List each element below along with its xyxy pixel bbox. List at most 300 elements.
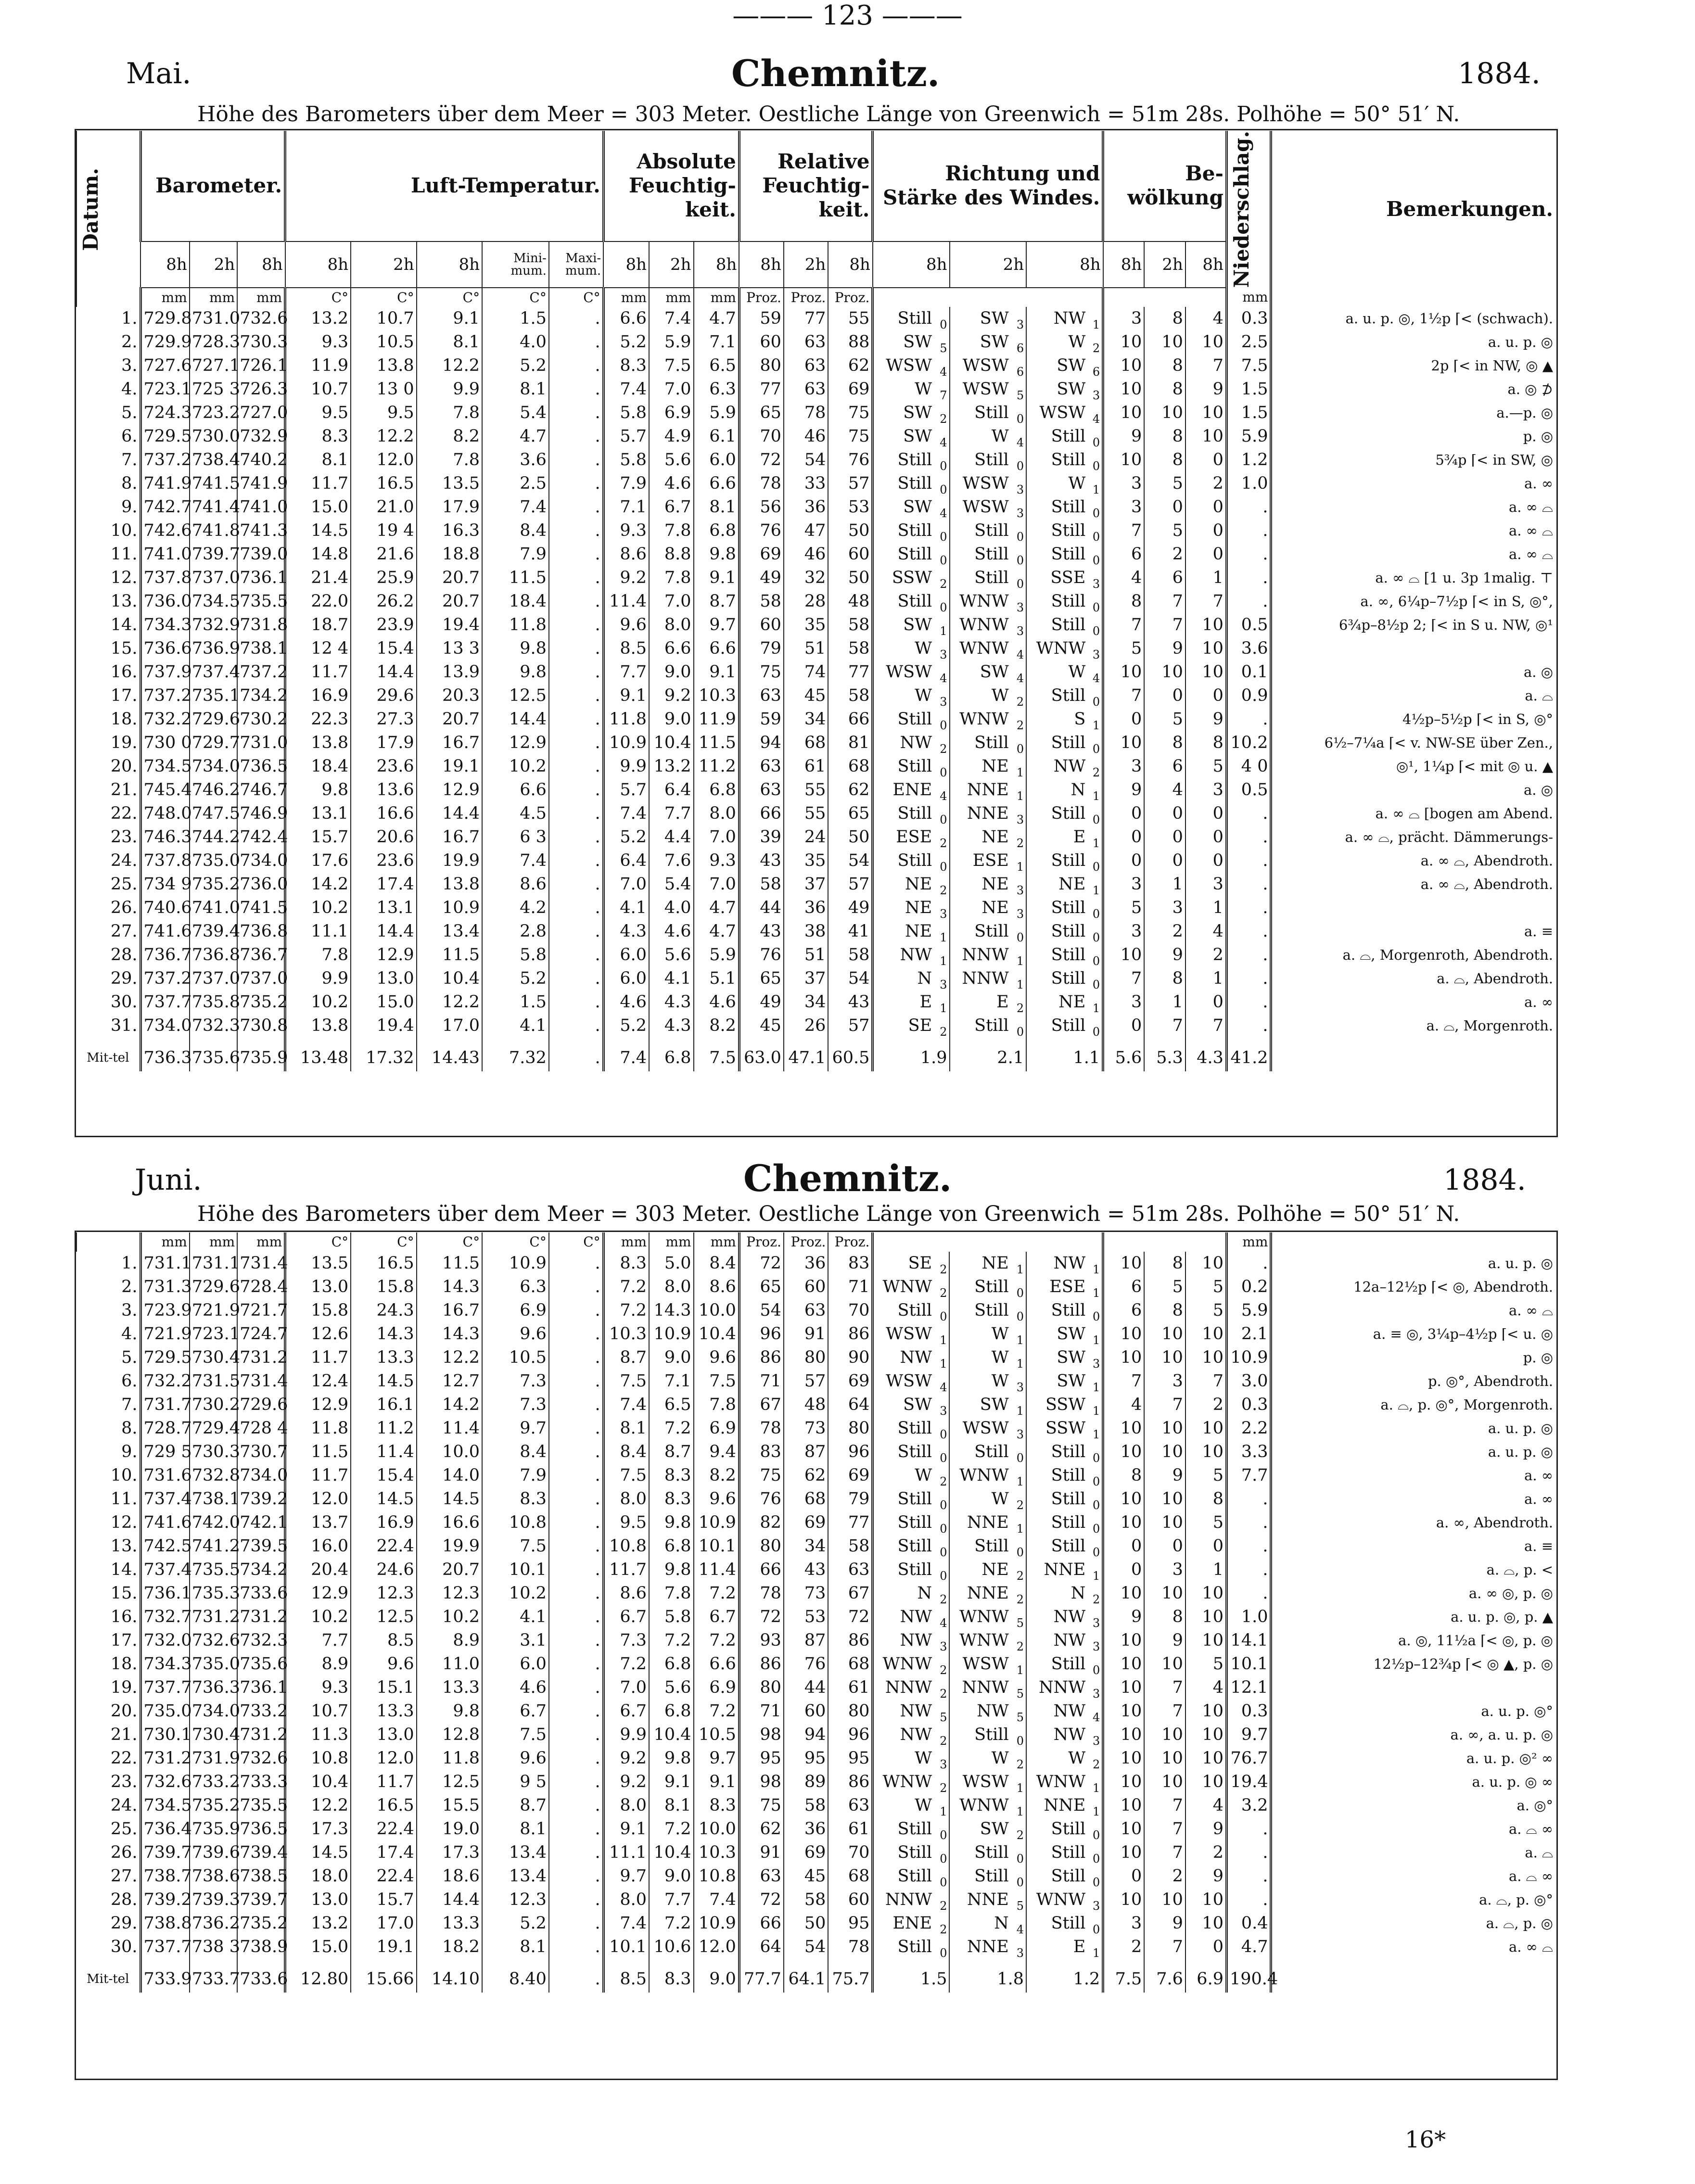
value-cell: Still bbox=[1026, 1440, 1087, 1464]
value-cell: 68 bbox=[828, 1865, 873, 1888]
value-cell: 23.9 bbox=[351, 613, 416, 637]
value-cell: 3 bbox=[1092, 1734, 1100, 1748]
value-cell: 17.3 bbox=[285, 1817, 351, 1841]
day-row bbox=[76, 354, 1555, 378]
value-cell: 28 bbox=[784, 590, 828, 613]
value-cell: 5 bbox=[1144, 708, 1185, 731]
value-cell: 7.0 bbox=[649, 378, 694, 401]
value-cell: 0 bbox=[1016, 1734, 1024, 1748]
value-cell: 724.7 bbox=[237, 1322, 285, 1346]
value-cell: 10 bbox=[1185, 613, 1227, 637]
value-cell: 2 bbox=[1016, 695, 1024, 709]
value-cell: 86 bbox=[828, 1770, 873, 1794]
value-cell: 7.1 bbox=[694, 330, 739, 354]
value-cell: 10.4 bbox=[285, 1770, 351, 1794]
value-cell: 11.1 bbox=[603, 1841, 649, 1865]
value-cell: 3 bbox=[940, 695, 947, 709]
value-cell: Still bbox=[1026, 920, 1087, 943]
value-cell: 68 bbox=[828, 1652, 873, 1676]
value-cell: Still bbox=[950, 731, 1011, 755]
value-cell: 10 bbox=[1144, 1487, 1185, 1511]
abs-header: Absolute Feuchtig-keit. bbox=[603, 131, 739, 241]
value-cell: 0 bbox=[940, 766, 947, 780]
value-cell: 6.6 bbox=[482, 778, 549, 802]
value-cell: 0 bbox=[1092, 1546, 1100, 1559]
value-cell: 8.0 bbox=[603, 1794, 649, 1817]
value-cell: 75 bbox=[739, 660, 784, 684]
value-cell: 50 bbox=[828, 519, 873, 543]
value-cell: 10.8 bbox=[694, 1865, 739, 1888]
value-cell: 1 bbox=[1144, 873, 1185, 896]
value-cell: . bbox=[1226, 1252, 1271, 1275]
value-cell: 19.9 bbox=[417, 849, 482, 873]
value-cell: 7.0 bbox=[649, 590, 694, 613]
value-cell: W bbox=[949, 1322, 1010, 1346]
value-cell: 7.4 bbox=[603, 802, 649, 825]
remark-cell bbox=[1271, 1676, 1555, 1700]
value-cell: 0 bbox=[1092, 860, 1100, 874]
day-row bbox=[76, 755, 1555, 778]
value-cell: 2 bbox=[1016, 1828, 1024, 1842]
value-cell: 10.4 bbox=[649, 731, 694, 755]
value-cell: 3 bbox=[940, 1404, 947, 1418]
value-cell: 736.1 bbox=[140, 1582, 190, 1605]
value-cell: 738.7 bbox=[140, 1865, 190, 1888]
value-cell: 737.0 bbox=[190, 967, 237, 990]
value-cell: WNW bbox=[873, 1275, 934, 1299]
value-cell: 15.0 bbox=[285, 1935, 351, 1959]
day-row bbox=[76, 590, 1555, 613]
value-cell: 1 bbox=[1092, 1263, 1100, 1276]
unit-blank bbox=[1103, 1232, 1227, 1252]
value-cell: 2.1 bbox=[1226, 1322, 1271, 1346]
value-cell: 0 bbox=[1092, 601, 1100, 615]
value-cell: . bbox=[549, 1252, 603, 1275]
value-cell: 7.5 bbox=[1226, 354, 1271, 378]
value-cell: SW bbox=[1026, 378, 1087, 401]
value-cell: . bbox=[549, 1558, 603, 1582]
value-cell: 11.8 bbox=[285, 1417, 351, 1440]
remark-cell bbox=[1271, 637, 1555, 660]
value-cell: 6 bbox=[1016, 342, 1024, 356]
value-cell: Still bbox=[950, 920, 1011, 943]
value-cell: 731.6 bbox=[140, 1464, 190, 1487]
value-cell: 6.0 bbox=[694, 448, 739, 472]
value-cell: 4 bbox=[940, 507, 947, 521]
value-cell: 737.2 bbox=[140, 448, 190, 472]
value-cell: Still bbox=[873, 543, 934, 566]
value-cell: E bbox=[950, 990, 1011, 1014]
value-cell: 10.1 bbox=[694, 1535, 739, 1558]
value-cell: WSW bbox=[1026, 401, 1087, 425]
value-cell: 59 bbox=[739, 708, 784, 731]
value-cell: 0 bbox=[940, 601, 947, 615]
day-row bbox=[76, 401, 1555, 425]
value-cell: 0 bbox=[940, 459, 947, 473]
value-cell: 8.1 bbox=[603, 1417, 649, 1440]
value-cell: Still bbox=[950, 519, 1011, 543]
value-cell: 737.4 bbox=[140, 1487, 190, 1511]
footer-mark: 16* bbox=[1405, 2126, 1446, 2153]
value-cell: 4.1 bbox=[649, 967, 694, 990]
value-cell: NW bbox=[949, 1700, 1010, 1723]
value-cell: 37 bbox=[784, 873, 828, 896]
value-cell: 7.1 bbox=[603, 495, 649, 519]
day-row bbox=[76, 1817, 1555, 1841]
value-cell: 1 bbox=[940, 1805, 947, 1818]
value-cell: 16.5 bbox=[351, 472, 416, 495]
value-cell: . bbox=[549, 1723, 603, 1747]
value-cell: Still bbox=[873, 1440, 934, 1464]
value-cell: 7 bbox=[1185, 1370, 1227, 1393]
value-cell: 1 bbox=[1092, 789, 1100, 803]
value-cell: 737.7 bbox=[140, 1935, 190, 1959]
value-cell: Still bbox=[1026, 425, 1087, 448]
remark-cell: a. ⌓, p. < bbox=[1271, 1558, 1555, 1582]
value-cell: 86 bbox=[828, 1322, 873, 1346]
value-cell: 736.9 bbox=[190, 637, 237, 660]
value-cell: 10 bbox=[1144, 1322, 1185, 1346]
value-cell: 6 bbox=[1103, 1275, 1145, 1299]
value-cell: 19.1 bbox=[417, 755, 482, 778]
value-cell: 0 bbox=[940, 1451, 947, 1465]
value-cell: 7.4 bbox=[694, 1888, 739, 1912]
value-cell: 11.2 bbox=[694, 755, 739, 778]
value-cell: 94 bbox=[784, 1723, 828, 1747]
value-cell: W bbox=[949, 1747, 1010, 1770]
mittel-value: 1.1 bbox=[1026, 1038, 1103, 1071]
value-cell: WSW bbox=[949, 1652, 1010, 1676]
value-cell: Still bbox=[873, 1558, 934, 1582]
value-cell: WNW bbox=[950, 708, 1011, 731]
value-cell: 5.2 bbox=[482, 967, 549, 990]
value-cell: 13.0 bbox=[285, 1275, 351, 1299]
unit-c: C° bbox=[351, 288, 416, 307]
value-cell: 14.5 bbox=[351, 1487, 416, 1511]
value-cell: 67 bbox=[739, 1393, 784, 1417]
value-cell: 73 bbox=[784, 1417, 828, 1440]
value-cell: 0 bbox=[1103, 1535, 1145, 1558]
value-cell: 0 bbox=[1016, 931, 1024, 945]
unit-blank bbox=[1271, 1232, 1555, 1252]
day-cell: 13. bbox=[110, 592, 138, 611]
june-month: Juni. bbox=[135, 1163, 202, 1197]
value-cell: NW bbox=[873, 1346, 934, 1370]
value-cell: WSW bbox=[950, 378, 1011, 401]
remark-cell: a. u. p. ◎ bbox=[1271, 1440, 1555, 1464]
mittel-value: 17.32 bbox=[351, 1038, 416, 1071]
value-cell: 7 bbox=[1144, 1393, 1185, 1417]
value-cell: 11.0 bbox=[417, 1652, 482, 1676]
value-cell: . bbox=[1226, 495, 1271, 519]
value-cell: NW bbox=[1026, 1605, 1087, 1629]
value-cell: 731.2 bbox=[237, 1723, 285, 1747]
remark-cell: 12½p–12¾p ⌈< ◎ ▲, p. ◎ bbox=[1271, 1652, 1555, 1676]
mittel-value: 735.6 bbox=[190, 1038, 237, 1071]
value-cell: Still bbox=[1026, 543, 1087, 566]
value-cell: 4 bbox=[940, 789, 947, 803]
day-row bbox=[76, 660, 1555, 684]
value-cell: 742.7 bbox=[140, 495, 190, 519]
value-cell: 48 bbox=[784, 1393, 828, 1417]
value-cell: . bbox=[1226, 873, 1271, 896]
value-cell: 731.5 bbox=[190, 1370, 237, 1393]
value-cell: 80 bbox=[828, 1417, 873, 1440]
value-cell: 10.3 bbox=[694, 1841, 739, 1865]
value-cell: 0 bbox=[940, 318, 947, 332]
value-cell: 723.9 bbox=[140, 1299, 190, 1322]
remark-cell: 4½p–5½p ⌈< in S, ◎° bbox=[1271, 708, 1555, 731]
value-cell: 8 bbox=[1144, 967, 1185, 990]
value-cell: 7.8 bbox=[417, 448, 482, 472]
value-cell: 1 bbox=[940, 1333, 947, 1347]
value-cell: 7 bbox=[1185, 354, 1227, 378]
value-cell: NE bbox=[949, 1252, 1010, 1275]
day-cell: 2. bbox=[121, 332, 138, 352]
value-cell: WNW bbox=[873, 1770, 934, 1794]
value-cell: 737.4 bbox=[190, 660, 237, 684]
value-cell: 4 bbox=[1103, 566, 1145, 590]
value-cell: 0 bbox=[1092, 530, 1100, 544]
value-cell: 46 bbox=[784, 543, 828, 566]
day-row bbox=[76, 731, 1555, 755]
value-cell: 6.0 bbox=[603, 943, 649, 967]
value-cell: 83 bbox=[739, 1440, 784, 1464]
value-cell: 3 bbox=[1092, 1357, 1100, 1371]
value-cell: 10.2 bbox=[482, 755, 549, 778]
value-cell: 63 bbox=[828, 1558, 873, 1582]
value-cell: 9.7 bbox=[1226, 1723, 1271, 1747]
sub-8h: 8h bbox=[1185, 241, 1227, 288]
value-cell: 9.9 bbox=[603, 755, 649, 778]
day-row bbox=[76, 1652, 1555, 1676]
value-cell: 5.2 bbox=[603, 1014, 649, 1038]
value-cell: 7.2 bbox=[603, 1652, 649, 1676]
value-cell: 72 bbox=[739, 1888, 784, 1912]
value-cell: 739.7 bbox=[190, 543, 237, 566]
value-cell: 7 bbox=[1144, 1794, 1185, 1817]
value-cell: NE bbox=[950, 873, 1011, 896]
day-row bbox=[76, 378, 1555, 401]
value-cell: W bbox=[873, 1464, 934, 1487]
value-cell: Still bbox=[1026, 896, 1087, 920]
value-cell: ENE bbox=[873, 778, 934, 802]
value-cell: 10.1 bbox=[1226, 1652, 1271, 1676]
value-cell: Still bbox=[873, 472, 934, 495]
unit-c: C° bbox=[417, 1232, 482, 1252]
value-cell: 7.4 bbox=[603, 378, 649, 401]
value-cell: SW bbox=[873, 425, 934, 448]
value-cell: 58 bbox=[828, 684, 873, 708]
value-cell: 0 bbox=[1092, 1310, 1100, 1323]
value-cell: WNW bbox=[873, 1652, 934, 1676]
value-cell: 3 bbox=[1103, 472, 1145, 495]
value-cell: 5.9 bbox=[1226, 1299, 1271, 1322]
value-cell: 4 bbox=[1016, 1923, 1024, 1936]
value-cell: 10.1 bbox=[482, 1558, 549, 1582]
value-cell: 10 bbox=[1144, 1511, 1185, 1535]
value-cell: 3 bbox=[1092, 1687, 1100, 1701]
value-cell: . bbox=[549, 1605, 603, 1629]
value-cell: 10.8 bbox=[482, 1511, 549, 1535]
value-cell: 10 bbox=[1144, 1770, 1185, 1794]
value-cell: W bbox=[873, 637, 934, 660]
value-cell: Still bbox=[873, 849, 934, 873]
value-cell: 5 bbox=[940, 342, 947, 356]
remark-cell: a. ⌓ bbox=[1271, 684, 1555, 708]
remark-cell: a. u. p. ◎ bbox=[1271, 330, 1555, 354]
value-cell: 4.2 bbox=[482, 896, 549, 920]
value-cell: 734.5 bbox=[190, 590, 237, 613]
value-cell: 7.2 bbox=[649, 1629, 694, 1652]
page-number bbox=[0, 0, 1695, 31]
value-cell: 15.4 bbox=[351, 637, 416, 660]
value-cell: 1 bbox=[1144, 990, 1185, 1014]
value-cell: 7.7 bbox=[603, 660, 649, 684]
value-cell: 7.9 bbox=[603, 472, 649, 495]
value-cell: 75 bbox=[828, 401, 873, 425]
value-cell: 1 bbox=[1016, 1781, 1024, 1795]
value-cell: 0 bbox=[1092, 1852, 1100, 1866]
day-cell: 5. bbox=[121, 403, 138, 423]
value-cell: 10.4 bbox=[694, 1322, 739, 1346]
value-cell: 7.7 bbox=[649, 1888, 694, 1912]
value-cell: . bbox=[1226, 990, 1271, 1014]
page-number-text: 123 bbox=[822, 0, 873, 31]
mittel-value: 8.40 bbox=[482, 1959, 549, 1993]
value-cell: 27.3 bbox=[351, 708, 416, 731]
unit-proz: Proz. bbox=[828, 288, 873, 307]
value-cell: 9 bbox=[1185, 1865, 1227, 1888]
day-row bbox=[76, 1888, 1555, 1912]
value-cell: NW bbox=[873, 1700, 934, 1723]
value-cell: 10 bbox=[1103, 1322, 1145, 1346]
day-cell: 5. bbox=[121, 1348, 138, 1367]
value-cell: 727.6 bbox=[140, 354, 190, 378]
value-cell: 10.0 bbox=[694, 1817, 739, 1841]
value-cell: 3 bbox=[1103, 307, 1145, 330]
value-cell: 738 3 bbox=[190, 1935, 237, 1959]
value-cell: 12.9 bbox=[417, 778, 482, 802]
mittel-value: 12.80 bbox=[285, 1959, 351, 1993]
value-cell: 65 bbox=[739, 401, 784, 425]
value-cell: 10 bbox=[1185, 1322, 1227, 1346]
value-cell: 22.3 bbox=[285, 708, 351, 731]
value-cell: 6.5 bbox=[649, 1393, 694, 1417]
value-cell: . bbox=[1226, 1535, 1271, 1558]
value-cell: 96 bbox=[828, 1723, 873, 1747]
value-cell: NE bbox=[950, 896, 1011, 920]
value-cell: 9.1 bbox=[417, 307, 482, 330]
value-cell: 57 bbox=[828, 873, 873, 896]
june-units-row bbox=[76, 1232, 1555, 1252]
value-cell: 15.7 bbox=[351, 1888, 416, 1912]
value-cell: 12.0 bbox=[694, 1935, 739, 1959]
value-cell: 731.7 bbox=[140, 1393, 190, 1417]
value-cell: 10.2 bbox=[285, 1605, 351, 1629]
value-cell: 1 bbox=[1185, 566, 1227, 590]
value-cell: 3 bbox=[940, 907, 947, 921]
value-cell: 13.2 bbox=[285, 307, 351, 330]
value-cell: 63 bbox=[739, 1865, 784, 1888]
value-cell: 0 bbox=[1185, 825, 1227, 849]
value-cell: 730.2 bbox=[237, 708, 285, 731]
value-cell: 12.2 bbox=[285, 1794, 351, 1817]
value-cell: 19.9 bbox=[417, 1535, 482, 1558]
value-cell: 741.0 bbox=[140, 543, 190, 566]
value-cell: 95 bbox=[739, 1747, 784, 1770]
value-cell: 66 bbox=[828, 708, 873, 731]
remark-cell: p. ◎°, Abendroth. bbox=[1271, 1370, 1555, 1393]
value-cell: 723.1 bbox=[190, 1322, 237, 1346]
day-row bbox=[76, 1299, 1555, 1322]
value-cell: 9 bbox=[1144, 943, 1185, 967]
value-cell: 7 bbox=[1185, 1014, 1227, 1038]
value-cell: 10 bbox=[1144, 660, 1185, 684]
value-cell: 5.2 bbox=[482, 354, 549, 378]
value-cell: WSW bbox=[949, 1770, 1010, 1794]
day-cell: 22. bbox=[110, 804, 138, 824]
value-cell: . bbox=[549, 637, 603, 660]
day-cell: 31. bbox=[110, 1016, 138, 1036]
value-cell: 7.6 bbox=[649, 849, 694, 873]
value-cell: 14.5 bbox=[285, 1841, 351, 1865]
value-cell: Still bbox=[873, 802, 934, 825]
value-cell: 72 bbox=[739, 448, 784, 472]
value-cell: 26.2 bbox=[351, 590, 416, 613]
value-cell: 2 bbox=[1092, 1593, 1100, 1606]
value-cell: 9.8 bbox=[649, 1558, 694, 1582]
value-cell: 16.9 bbox=[285, 684, 351, 708]
value-cell: 70 bbox=[739, 425, 784, 448]
may-table bbox=[76, 131, 1555, 1071]
value-cell: 746.7 bbox=[237, 778, 285, 802]
value-cell: 8.0 bbox=[603, 1487, 649, 1511]
value-cell: 738.1 bbox=[190, 1487, 237, 1511]
day-row bbox=[76, 1511, 1555, 1535]
value-cell: . bbox=[549, 1511, 603, 1535]
value-cell: 5.9 bbox=[694, 401, 739, 425]
value-cell: 11.4 bbox=[603, 590, 649, 613]
value-cell: 735.0 bbox=[140, 1700, 190, 1723]
sub-8h: 8h bbox=[603, 241, 649, 288]
unit-c: C° bbox=[351, 1232, 416, 1252]
datum-label: Datum. bbox=[79, 167, 102, 251]
value-cell: 3.3 bbox=[1226, 1440, 1271, 1464]
remark-cell: a. u. p. ◎ bbox=[1271, 1252, 1555, 1275]
value-cell: 1 bbox=[1092, 837, 1100, 851]
unit-blank bbox=[76, 288, 140, 307]
value-cell: . bbox=[549, 1299, 603, 1322]
value-cell: 12.9 bbox=[482, 731, 549, 755]
value-cell: 1 bbox=[1016, 978, 1024, 992]
value-cell: 83 bbox=[828, 1252, 873, 1275]
value-cell: 7.4 bbox=[603, 1912, 649, 1935]
unit-mm: mm bbox=[237, 288, 285, 307]
value-cell: 6.7 bbox=[603, 1605, 649, 1629]
value-cell: 734.0 bbox=[190, 1700, 237, 1723]
unit-mm: mm bbox=[1226, 1232, 1271, 1252]
value-cell: 10 bbox=[1103, 1770, 1145, 1794]
value-cell: 16.6 bbox=[417, 1511, 482, 1535]
remark-cell: a. u. p. ◎, p. ▲ bbox=[1271, 1605, 1555, 1629]
value-cell: Still bbox=[873, 1417, 934, 1440]
value-cell: 748.0 bbox=[140, 802, 190, 825]
unit-c: C° bbox=[417, 288, 482, 307]
value-cell: 9.3 bbox=[694, 849, 739, 873]
unit-mm: mm bbox=[190, 288, 237, 307]
value-cell: 17.0 bbox=[351, 1912, 416, 1935]
